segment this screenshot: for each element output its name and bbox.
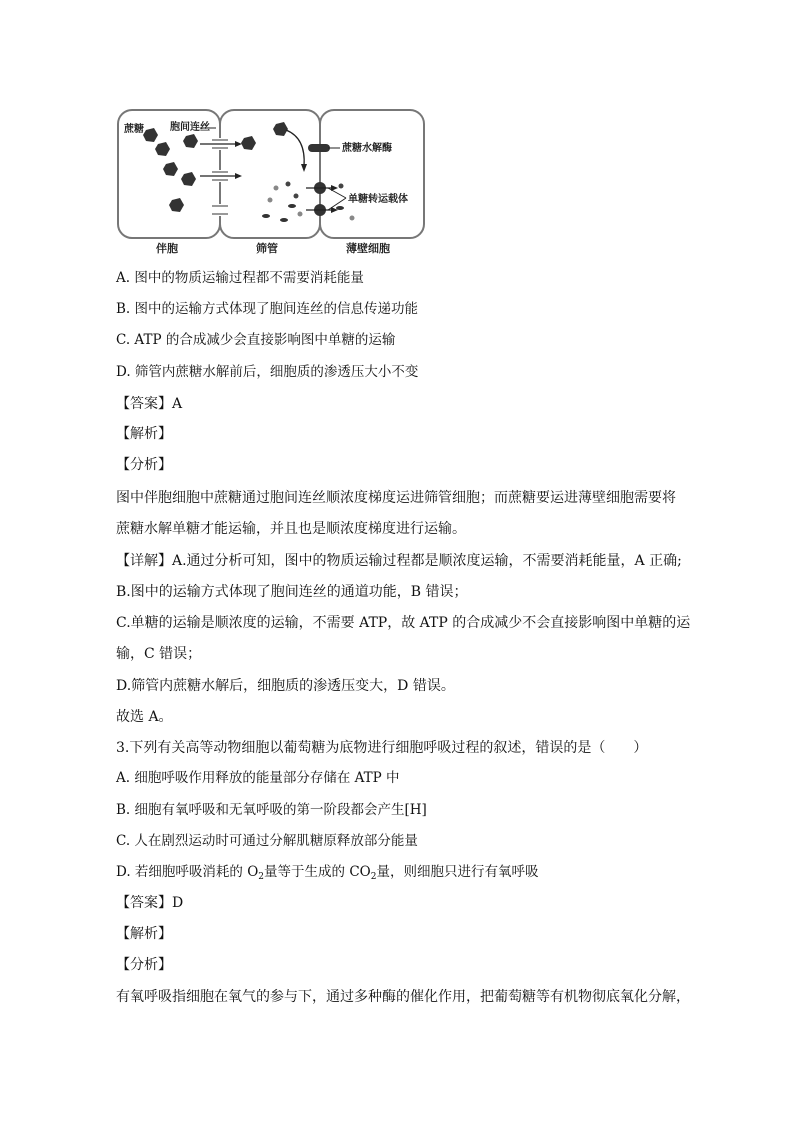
sucrose-molecule [163,162,178,176]
q3-option-a: A. 细胞呼吸作用释放的能量部分存储在 ATP 中 [116,770,400,786]
q2-answer: A [172,396,183,412]
q2-conclusion: 故选 A。 [116,709,173,725]
cell-transport-diagram [116,108,428,256]
q2-detail-line: C.单糖的运输是顺浓度的运输，不需要 ATP，故 ATP 的合成减少不会直接影响图中单糖的运 [116,615,691,631]
label-companion-cell: 伴胞 [156,242,178,255]
sucrose-molecule [169,198,184,212]
q2-detail-line: 【详解】A.通过分析可知，图中的物质运输过程都是顺浓度运输，不需要消耗能量，A 正确; [116,553,682,569]
diagram-svg [116,108,428,256]
q2-option-c: C. ATP 的合成减少会直接影响图中单糖的运输 [116,332,396,348]
q2-fenxi-line: 蔗糖水解单糖才能运输，并且也是顺浓度梯度进行运输。 [116,521,466,537]
q2-detail-line: D.筛管内蔗糖水解后，细胞质的渗透压变大，D 错误。 [116,678,455,694]
q2-fenxi-tag: 【分析】 [116,457,172,473]
label-plasmodesmata: 胞间连丝 [170,122,210,133]
q3-fenxi-tag: 【分析】 [116,957,172,973]
q2-detail-line: 输，C 错误； [116,646,202,662]
sucrose-molecule [143,128,158,142]
answer-tag: 【答案】 [116,396,172,412]
q3-answer-line: 【答案】D [116,895,184,911]
q3-option-d: D. 若细胞呼吸消耗的 $O_2$量等于生成的 $CO_2$量，则细胞只进行有氧呼吸 [116,864,539,882]
sucrose-molecule [155,142,170,156]
q3-analysis-tag: 【解析】 [116,926,172,942]
label-sieve-tube: 筛管 [256,242,278,255]
q2-analysis-tag: 【解析】 [116,426,172,442]
q2-option-b: B. 图中的运输方式体现了胞间连丝的信息传递功能 [116,301,419,317]
q3-answer: D [172,895,184,911]
sucrose-molecule [181,172,196,186]
q2-option-d: D. 筛管内蔗糖水解前后，细胞质的渗透压大小不变 [116,364,419,380]
label-sucrase: 蔗糖水解酶 [342,143,392,154]
sucrose-molecule [183,134,198,148]
q3-option-c: C. 人在剧烈运动时可通过分解肌糖原释放部分能量 [116,833,418,849]
label-transporter: 单糖转运载体 [348,194,408,205]
q2-detail-line: B.图中的运输方式体现了胞间连丝的通道功能，B 错误； [116,584,468,600]
sucrase-enzyme [308,144,330,152]
parenchyma-cell-outline [320,110,424,238]
q3-stem: 3.下列有关高等动物细胞以葡萄糖为底物进行细胞呼吸过程的叙述，错误的是（ ） [116,740,648,756]
detail-tag: 【详解】 [116,553,172,569]
sucrose-molecule [273,122,288,136]
label-sucrose: 蔗糖 [124,124,144,135]
label-parenchyma-cell: 薄壁细胞 [346,242,390,255]
q2-fenxi-line: 图中伴胞细胞中蔗糖通过胞间连丝顺浓度梯度运进筛管细胞；而蔗糖要运进薄壁细胞需要将 [116,490,676,506]
q2-option-a: A. 图中的物质运输过程都不需要消耗能量 [116,270,364,286]
q3-option-b: B. 细胞有氧呼吸和无氧呼吸的第一阶段都会产生[H] [116,802,427,818]
q2-answer-line [116,394,182,414]
q3-fenxi-line: 有氧呼吸指细胞在氧气的参与下，通过多种酶的催化作用，把葡萄糖等有机物彻底氧化分解， [116,989,690,1005]
sucrose-molecule [241,136,256,150]
